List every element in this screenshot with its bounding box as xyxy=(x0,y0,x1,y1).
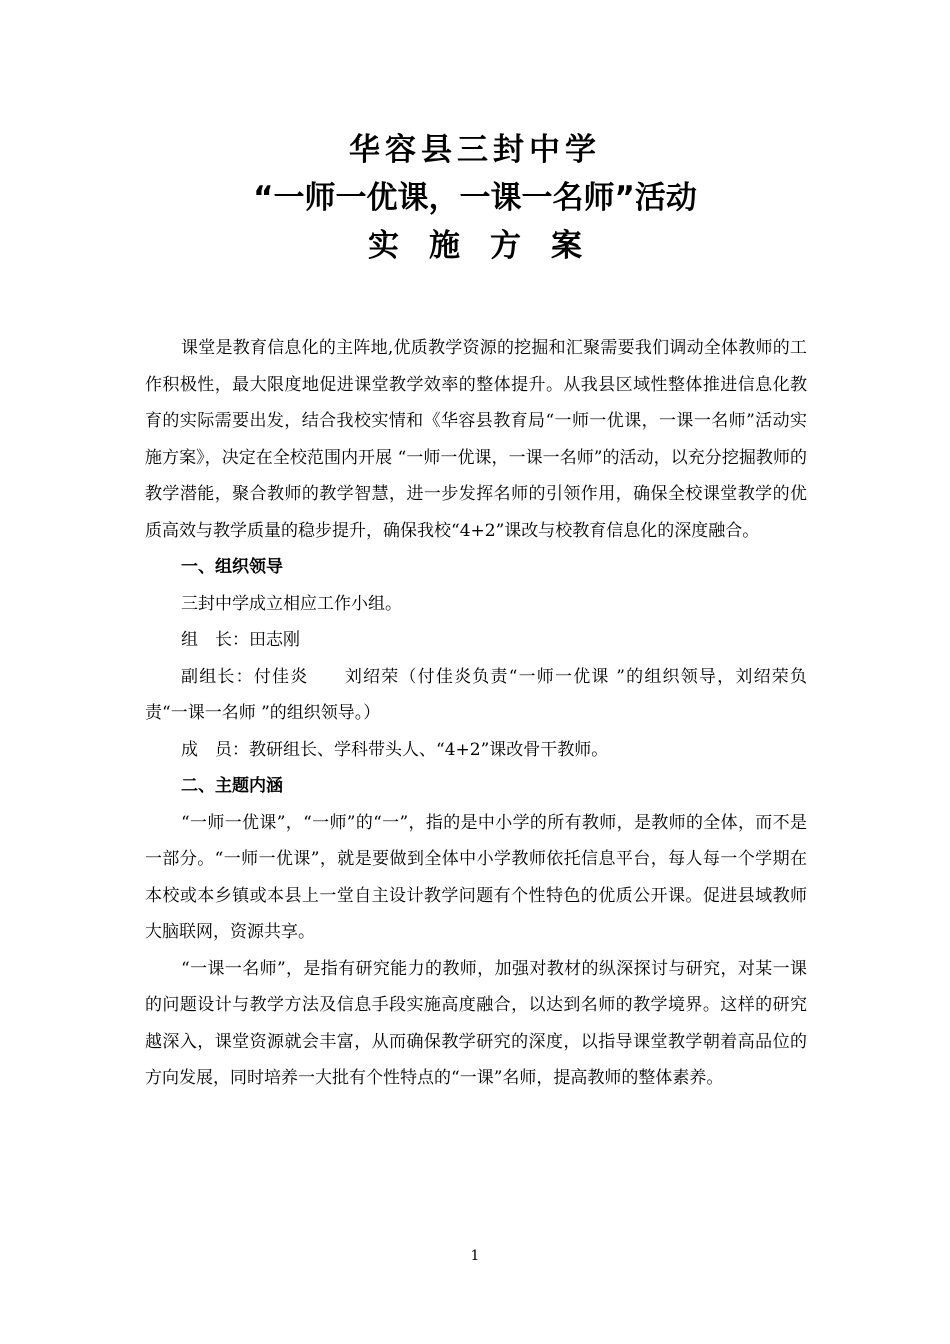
document-title xyxy=(0,126,950,270)
page-number: 1 xyxy=(470,1248,480,1264)
theme-paragraph-one-lesson: “一课一名师”，是指有研究能力的教师，加强对教材的纵深探讨与研究，对某一课的问题设计与教学方法及信息手段实施高度融合，以达到名师的教学境界。这样的研究越深入，课堂资源就会丰富，从而确保教学研究的深度，以指导课堂教学朝着高品位的方向发展，同时培养一大批有个性特点的“一课”名师，提高教师的整体素养。 xyxy=(145,958,807,1088)
organization-group-paragraph: 三封中学成立相应工作小组。 xyxy=(181,593,402,614)
section-heading-organization: 一、组织领导 xyxy=(181,557,283,577)
organization-members-paragraph: 成 员：教研组长、学科带头人、“4+2”课改骨干教师。 xyxy=(181,739,609,760)
organization-leader-paragraph: 组 长：田志刚 xyxy=(181,630,300,650)
section-heading-theme: 二、主题内涵 xyxy=(181,776,283,796)
intro-paragraph: 课堂是教育信息化的主阵地,优质教学资源的挖掘和汇聚需要我们调动全体教师的工作积极性，最大限度地促进课堂教学效率的整体提升。从我县区域性整体推进信息化教育的实际需要出发，结合我校实情和《华容县教育局“一师一优课，一课一名师”活动实施方案》，决定在全校范围内开展 “一师一优课，一课一名师”的活动，以充分挖掘教师的教学潜能，聚合教师的教学智慧，进一步发挥名师的引领作用，确保全校课堂教学的优质高效与教学质量的稳步提升，确保我校“4+2”课改与校教育信息化的深度融合。 xyxy=(145,338,807,541)
title-plan-label: 实施方案 xyxy=(368,228,612,264)
document-body xyxy=(145,330,807,1097)
title-activity-name: “一师一优课，一课一名师”活动 xyxy=(253,180,697,216)
theme-paragraph-one-teacher: “一师一优课”，“一师”的“一”，指的是中小学的所有教师，是教师的全体，而不是一部分。“一师一优课”，就是要做到全体中小学教师依托信息平台，每人每一个学期在本校或本乡镇或本县上一堂自主设计教学问题有个性特色的优质公开课。促进县域教师大脑联网，资源共享。 xyxy=(145,812,807,942)
title-school-name: 华容县三封中学 xyxy=(349,132,601,168)
organization-deputy-paragraph: 副组长：付佳炎 刘绍荣（付佳炎负责“一师一优课 ”的组织领导，刘绍荣负责“一课一名师 ”的组织领导。） xyxy=(145,666,807,723)
